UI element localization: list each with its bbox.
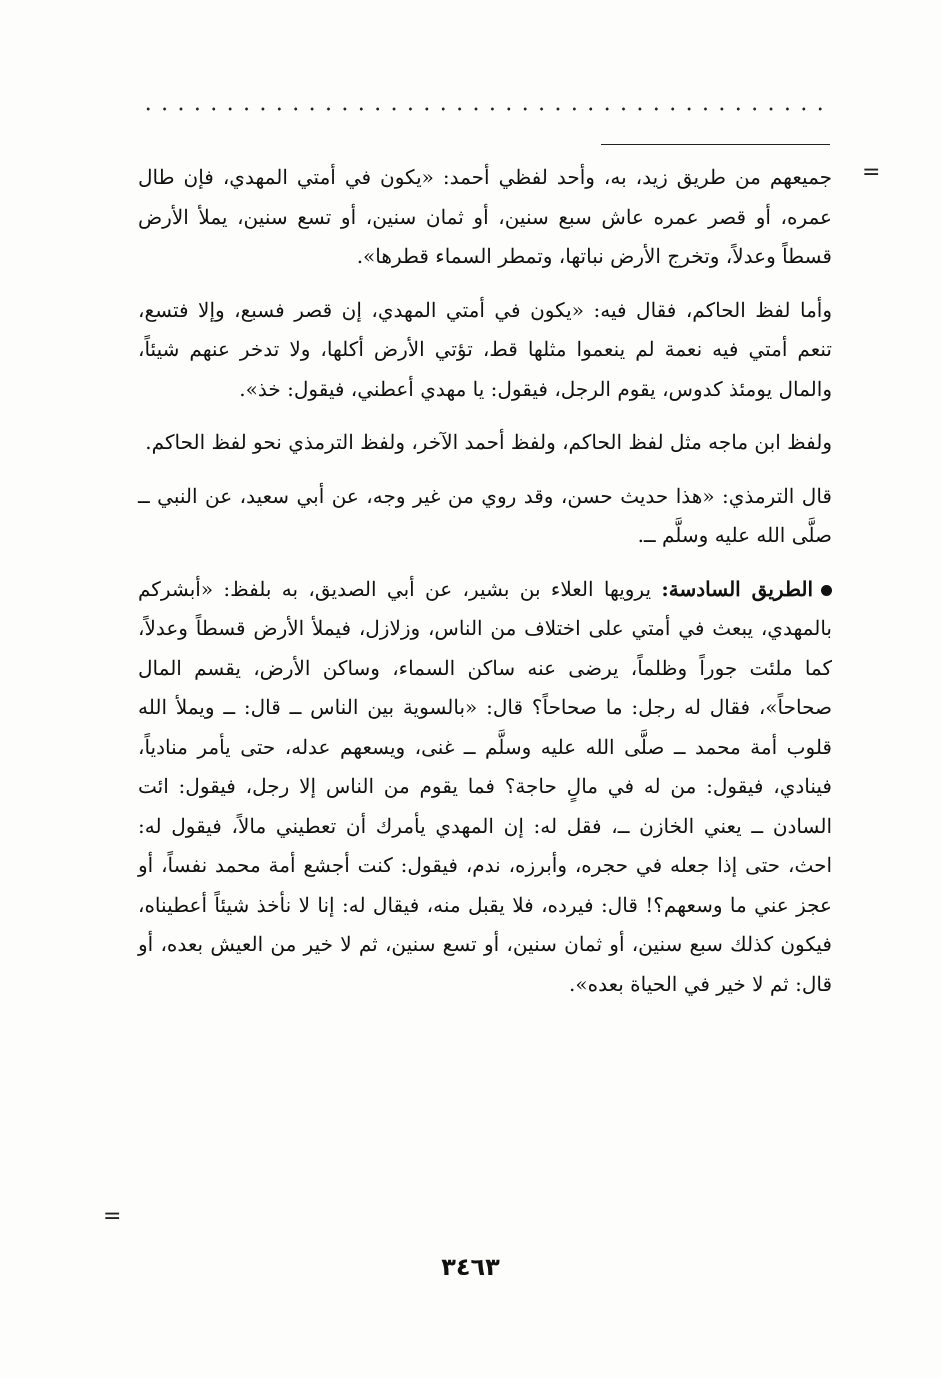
paragraph-3: ولفظ ابن ماجه مثل لفظ الحاكم، ولفظ أحمد الآخر، ولفظ الترمذي نحو لفظ الحاكم. [145,430,832,454]
bullet-icon [821,585,832,596]
continuation-mark-bottom: = [103,1204,122,1229]
section-heading: الطريق السادسة: [661,576,814,601]
footnote-text [138,158,832,1018]
continuation-mark-top: = [862,160,881,185]
section-paragraph [138,570,832,1005]
paragraph-1: جميعهم من طريق زيد، به، وأحد لفظي أحمد: «يكون في أمتي المهدي، فإن طال عمره، أو قصر عمره عاش سبع سنين، أو ثمان سنين، أو تسع سنين، يملأ الأرض قسطاً وعدلاً، وتخرج الأرض نباتها، وتمطر السماء قطرها». [138,165,833,268]
paragraph-4: قال الترمذي: «هذا حديث حسن، وقد روي من غير وجه، عن أبي سعيد، عن النبي ــ صلَّى الله عليه وسلَّم ــ. [138,483,832,547]
footnote-rule [601,144,830,145]
paragraph-2: وأما لفظ الحاكم، فقال فيه: «يكون في أمتي المهدي، إن قصر فسبع، وإلا فتسع، تنعم أمتي فيه نعمة لم ينعموا مثلها قط، تؤتي الأرض أكلها، ولا تدخر عنهم شيئاً، والمال يومئذ كدوس، يقوم الرجل، فيقول: يا مهدي أعطني، فيقول: خذ». [138,297,832,401]
section-text: يرويها العلاء بن بشير، عن أبي الصديق، به بلفظ: «أبشركم بالمهدي، يبعث في أمتي على اختلاف من الناس، وزلازل، فيملأ الأرض قسطاً وعدلاً، كما ملئت جوراً وظلماً، يرضى عنه ساكن السماء، وساكن الأرض، يقسم المال صحاحاً»، فقال له رجل: ما صحاحاً؟ قال: «بالسوية بين الناس ــ قال: ــ ويملأ الله قلوب أمة محمد ــ صلَّى الله عليه وسلَّم ــ غنى، ويسعهم عدله، حتى يأمر منادياً، فينادي، فيقول: من له في مالٍ حاجة؟ فما يقوم من الناس إلا رجل، فيقول: ائت السادن ــ يعني الخازن ــ، فقل له: إن المهدي يأمرك أن تعطيني مالاً، فيقول له: احث، حتى إذا جعله في حجره، وأبرزه، ندم، فيقول: كنت أجشع أمة محمد نفساً، أو عجز عني ما وسعهم؟! قال: فيرده، فلا يقبل منه، فيقال له: إنا لا نأخذ شيئاً أعطيناه، فيكون كذلك سبع سنين، أو ثمان سنين، أو تسع سنين، ثم لا خير من العيش بعده، أو قال: ثم لا خير في الحياة بعده». [138,576,832,996]
page-number: ٣٤٦٣ [441,1253,500,1281]
dotted-separator [140,104,830,114]
